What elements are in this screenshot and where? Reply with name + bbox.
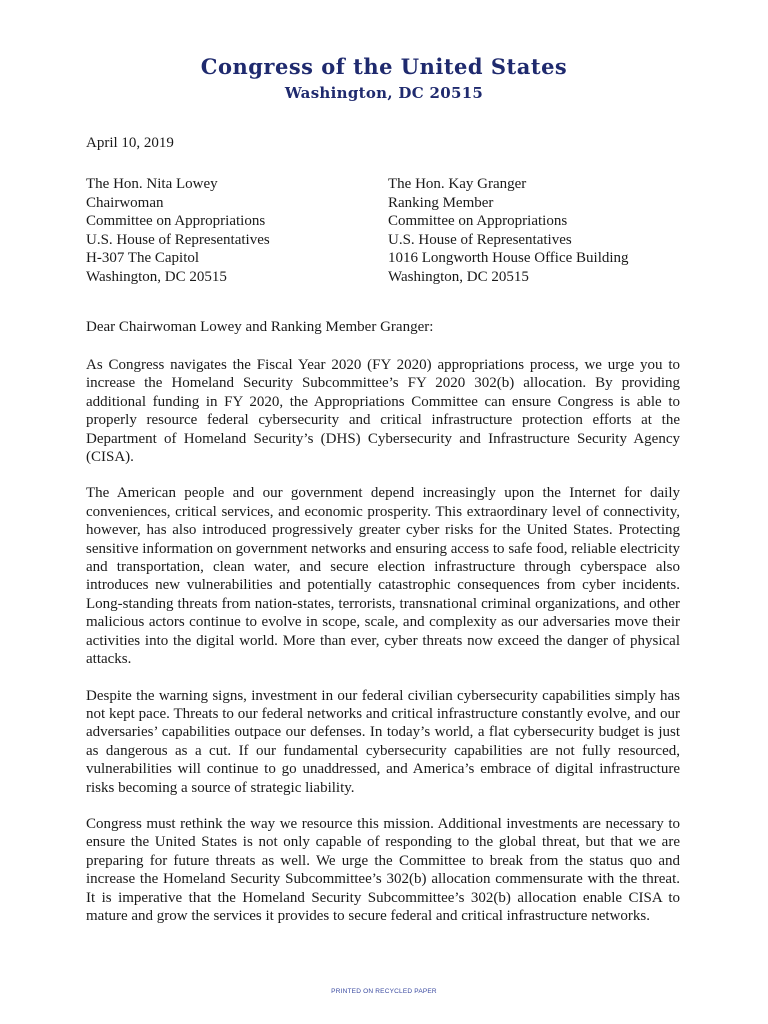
address-line: Committee on Appropriations [388,213,568,230]
address-line: The Hon. Nita Lowey [86,176,218,192]
address-line: Committee on Appropriations [86,213,266,230]
letter-body [86,356,680,943]
recipient-address-lowey [86,175,270,287]
letterhead-subtitle: Washington, DC 20515 [284,84,484,102]
address-line: Washington, DC 20515 [86,268,227,285]
letterhead-title: Congress of the United States [200,54,568,79]
body-paragraph: The American people and our government depend increasingly upon the Internet for daily conveniences, critical services, and economic prosperity. This extraordinary level of connectivity, however, has also introduced progressively greater cyber risks for the United States. Protecting sensitive information on government networks and ensuring access to safe food, reliable electricity and transportation, clean water, and secure election infrastructure through cyberspace also introduces new vulnerabilities and potentially catastrophic consequences from cyber incidents. Long-standing threats from nation-states, terrorists, transnational criminal organizations, and other malicious actors continue to evolve in scope, scale, and complexity as our adversaries move their activities into the digital world. More than ever, cyber threats now exceed the danger of physical attacks. [86,485,680,668]
salutation: Dear Chairwoman Lowey and Ranking Member Granger: [86,319,434,335]
address-line: Chairwoman [86,194,164,211]
letterhead [0,54,768,103]
recycled-paper-footer: PRINTED ON RECYCLED PAPER [331,988,437,995]
address-line: The Hon. Kay Granger [388,176,527,192]
address-line: Washington, DC 20515 [388,268,529,285]
address-line: H-307 The Capitol [86,250,200,267]
body-paragraph: Despite the warning signs, investment in our federal civilian cybersecurity capabilities simply has not kept pace. Threats to our federal networks and critical infrastructure constantly evolve, and our adversaries’ capabilities outpace our defenses. In today’s world, a flat cybersecurity budget is just as dangerous as a cut. If our fundamental cybersecurity capabilities are not fully resourced, vulnerabilities will continue to go unaddressed, and America’s embrace of digital infrastructure risks becoming a source of strategic liability. [86,687,680,796]
body-paragraph: Congress must rethink the way we resource this mission. Additional investments are necessary to ensure the United States is not only capable of responding to the global threat, but that we are preparing for future threats as well. We urge the Committee to break from the status quo and increase the Homeland Security Subcommittee’s 302(b) allocation commensurate with the threat. It is imperative that the Homeland Security Subcommittee’s 302(b) allocation enable CISA to mature and grow the services it provides to secure federal and critical infrastructure networks. [86,815,680,924]
recipient-address-granger [388,175,629,287]
address-line: Ranking Member [388,194,494,211]
address-line: U.S. House of Representatives [86,231,270,248]
address-line: U.S. House of Representatives [388,231,572,248]
body-paragraph: As Congress navigates the Fiscal Year 2020 (FY 2020) appropriations process, we urge you to increase the Homeland Security Subcommittee’s FY 2020 302(b) allocation. By providing additional funding in FY 2020, the Appropriations Committee can ensure Congress is able to properly resource federal cybersecurity and critical infrastructure protection efforts at the Department of Homeland Security’s (DHS) Cybersecurity and Infrastructure Security Agency (CISA). [86,357,680,466]
letter-date: April 10, 2019 [86,135,174,151]
address-line: 1016 Longworth House Office Building [388,250,629,267]
